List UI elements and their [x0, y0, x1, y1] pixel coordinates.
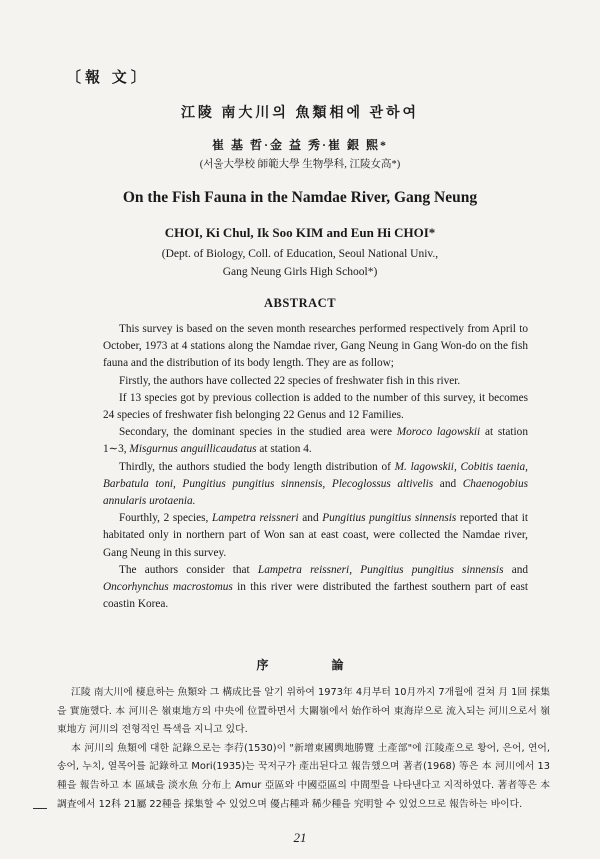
- text-span: at station 4.: [256, 443, 312, 456]
- english-authors: CHOI, Ki Chul, Ik Soo KIM and Eun Hi CHOI*: [164, 225, 436, 240]
- english-title: On the Fish Fauna in the Namdae River, Gang Neung: [122, 189, 478, 206]
- introduction-body: [57, 684, 550, 814]
- text-span: The authors consider that: [119, 563, 258, 576]
- species-name: M. lagowskii, Cobitis taenia, Barbatula toni, Pungitius pungitius sinnensis, Plecoglossus altivelis: [103, 460, 528, 490]
- abstract-paragraph: This survey is based on the seven month researches performed respectively from April to October, 1973 at 4 stations along the Namdae river, Gang Neung in Gang Won-do on the fish fauna and the distribution of its body length. They are as follow;: [103, 323, 528, 370]
- text-span: and: [503, 563, 528, 576]
- korean-title: 江陵 南大川의 魚類相에 관하여: [180, 106, 420, 121]
- section-tag: 〔報 文〕: [66, 70, 150, 86]
- abstract-paragraph: Firstly, the authors have collected 22 species of freshwater fish in this river.: [119, 374, 461, 387]
- korean-affiliation: (서울大學校 師範大學 生物學科, 江陵女高*): [199, 159, 401, 170]
- page-number: 21: [293, 830, 307, 845]
- species-name: Chaenogobius annularis urotaenia.: [103, 477, 528, 508]
- text-span: reported that it habitated only in northern part of Won san at east coast, were collected the Namdae river, Gang Neung in this survey.: [103, 512, 529, 559]
- text-span: at station 1∼3,: [103, 426, 528, 456]
- species-name: Lampetra reissneri: [211, 512, 299, 525]
- species-name: Lampetra reissneri, Pungitius pungitius sinnensis: [257, 563, 504, 576]
- text-span: and: [298, 512, 323, 525]
- text-span: Fourthly, 2 species,: [119, 512, 212, 525]
- introduction-heading: 序 論: [256, 658, 374, 672]
- abstract-paragraph: [103, 510, 528, 562]
- text-span: in this river were distributed the farthest southern part of east coastin Korea.: [103, 581, 528, 611]
- abstract-paragraph: If 13 species got by previous collection is added to the number of this survey, it becomes 24 species of freshwater fish belonging 22 Genus and 12 Families.: [103, 391, 528, 422]
- species-name: Pungitius pungitius sinnensis: [322, 512, 457, 525]
- affiliation-line-1: (Dept. of Biology, Coll. of Education, Seoul National Univ.,: [161, 248, 439, 260]
- text-span: Secondary, the dominant species in the studied area were: [119, 426, 397, 439]
- species-name: Moroco lagowskii: [396, 426, 481, 439]
- text-span: and: [433, 477, 463, 490]
- english-affiliation: [0, 245, 600, 281]
- abstract-heading: ABSTRACT: [263, 296, 337, 310]
- abstract-paragraph: [103, 562, 528, 614]
- introduction-paragraph: 江陵 南大川에 棲息하는 魚類와 그 構成比를 알기 위하여 1973年 4月부터 10月까지 7개월에 걸쳐 月 1回 採集을 實施했다. 本 河川은 嶺東地方의 中央에 位置하면서 大關嶺에서 始作하여 東海岸으로 流入되는 河川으로서 嶺東地方 河川의 전형적인 특색을 지니고 있다.: [57, 687, 550, 736]
- abstract-paragraph: [103, 424, 528, 458]
- affiliation-line-2: Gang Neung Girls High School*): [222, 266, 378, 278]
- species-name: Oncorhynchus macrostomus: [103, 581, 233, 594]
- introduction-paragraph: 本 河川의 魚類에 대한 記錄으로는 李荇(1530)이 "新增東國輿地勝覽 土產部"에 江陵產으로 황어, 은어, 연어, 송어, 누치, 열목어를 記錄하고 Mori(1935)는 꾹저구가 產出된다고 報告했으며 著者(1968) 等은 本 河川에서 13種을 報告하고 本 區域을 淡水魚 分布上 Amur 亞區와 中國亞區의 中間型을 나타낸다고 지적하였다. 著者等은 本 調査에서 12科 21屬 22種을 採集할 수 있었으며 優占種과 稀少種을 究明할 수 있었으므로 報告하는 바이다.: [57, 742, 550, 810]
- species-name: Misgurnus anguillicaudatus: [129, 443, 257, 456]
- korean-authors: 崔 基 哲·金 益 秀·崔 銀 熙*: [211, 138, 388, 152]
- abstract-paragraph: [103, 459, 528, 511]
- margin-mark: [33, 808, 47, 809]
- abstract-body: [103, 321, 528, 613]
- text-span: Thirdly, the authors studied the body length distribution of: [119, 460, 395, 473]
